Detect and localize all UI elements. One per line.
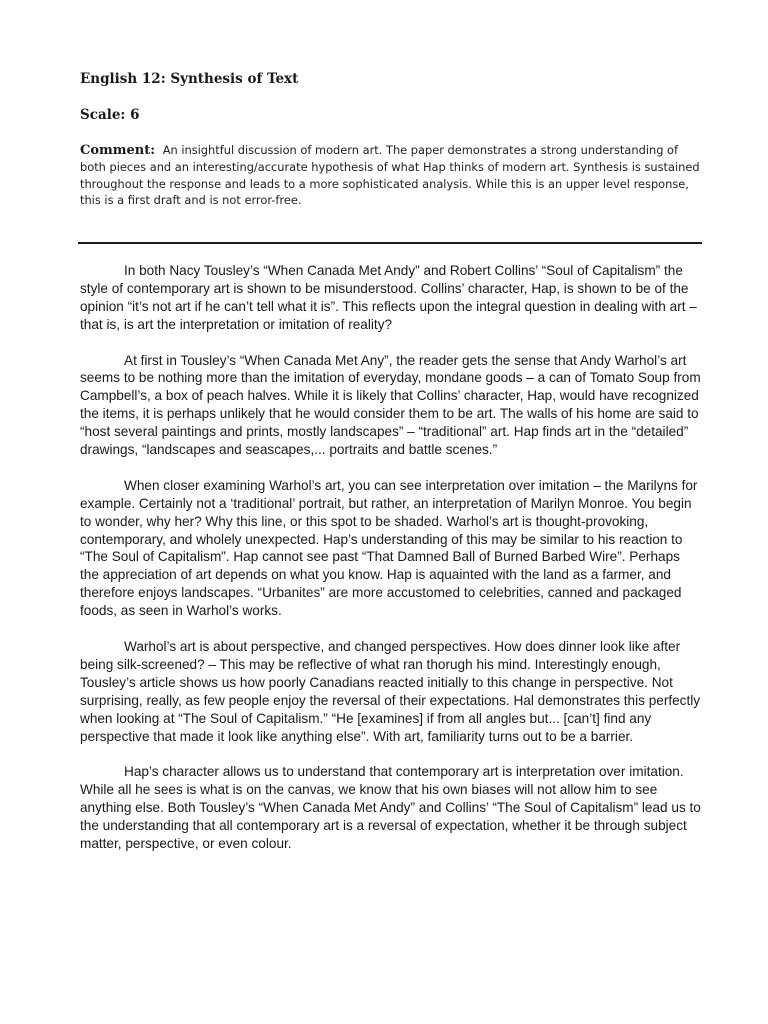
comment-text: An insightful discussion of modern art. The paper demonstrates a strong understanding of both pieces and an interesting/accurate hypothesis of what Hap thinks of modern art. Synthesis is sustained throughout the response and leads to a more sophisticated analysis. While this is an upper level response, this is a first draft and is not error-free. (80, 143, 700, 208)
essay-body (80, 262, 702, 871)
comment-label: Comment: (80, 143, 156, 158)
essay-paragraph: At first in Tousley’s “When Canada Met Any”, the reader gets the sense that Andy Warhol’s art seems to be nothing more than the imitation of everyday, mondane goods – a can of Tomato Soup from Campbell’s, a box of peach halves. While it is likely that Collins’ character, Hap, would have recognized the items, it is perhaps unlikely that he would consider them to be art. The walls of his home are said to “host several paintings and prints, mostly landscapes” – “traditional” art. Hap finds art in the “detailed” drawings, “landscapes and seascapes,... portraits and battle scenes.” (80, 352, 701, 458)
essay-paragraph: Warhol’s art is about perspective, and changed perspectives. How does dinner look like after being silk-screened? – This may be reflective of what ran thorugh his mind. Interestingly enough, Tousley’s article shows us how poorly Canadians reacted initially to this change in perspective. Not surprising, really, as few people enjoy the reversal of their expectations. Hal demonstrates this perfectly when looking at “The Soul of Capitalism.” “He [examines] if from all angles but... [can’t] find any perspective that made it look like anything else”. With art, familiarity turns out to be a barrier. (80, 638, 701, 744)
course-title: English 12: Synthesis of Text (80, 71, 299, 87)
scale-score: Scale: 6 (80, 107, 140, 123)
essay-paragraph: When closer examining Warhol’s art, you can see interpretation over imitation – the Marilyns for example. Certainly not a ‘traditional’ portrait, but rather, an interpretation of Marilyn Monroe. You begin to wonder, why her? Why this line, or this spot to be shaded. Warhol’s art is thought-provoking, contemporary, and wholely unexpected. Hap’s understanding of this may be similar to his reaction to “The Soul of Capitalism”. Hap cannot see past “That Damned Ball of Burned Barbed Wire”. Perhaps the appreciation of art depends on what you know. Hap is aquainted with the land as a farmer, and therefore enjoys landscapes. “Urbanites” are more accustomed to celebrities, canned and packaged foods, as seen in Warhol’s works. (80, 477, 698, 619)
essay-paragraph: Hap’s character allows us to understand that contemporary art is interpretation over imitation. While all he sees is what is on the canvas, we know that his own biases will not allow him to see anything else. Both Tousley’s “When Canada Met Andy” and Collins’ “The Soul of Capitalism” lead us to the understanding that all contemporary art is a reversal of expectation, whether it be through subject matter, perspective, or even colour. (80, 764, 701, 851)
essay-paragraph: In both Nacy Tousley’s “When Canada Met Andy” and Robert Collins’ “Soul of Capitalism” the style of contemporary art is shown to be misunderstood. Collins’ character, Hap, is shown to be of the opinion “it’s not art if he can’t tell what it is”. This reflects upon the integral question in dealing with art – that is, is art the interpretation or imitation of reality? (80, 263, 697, 332)
divider-rule (78, 242, 702, 244)
grader-comment (80, 142, 700, 209)
